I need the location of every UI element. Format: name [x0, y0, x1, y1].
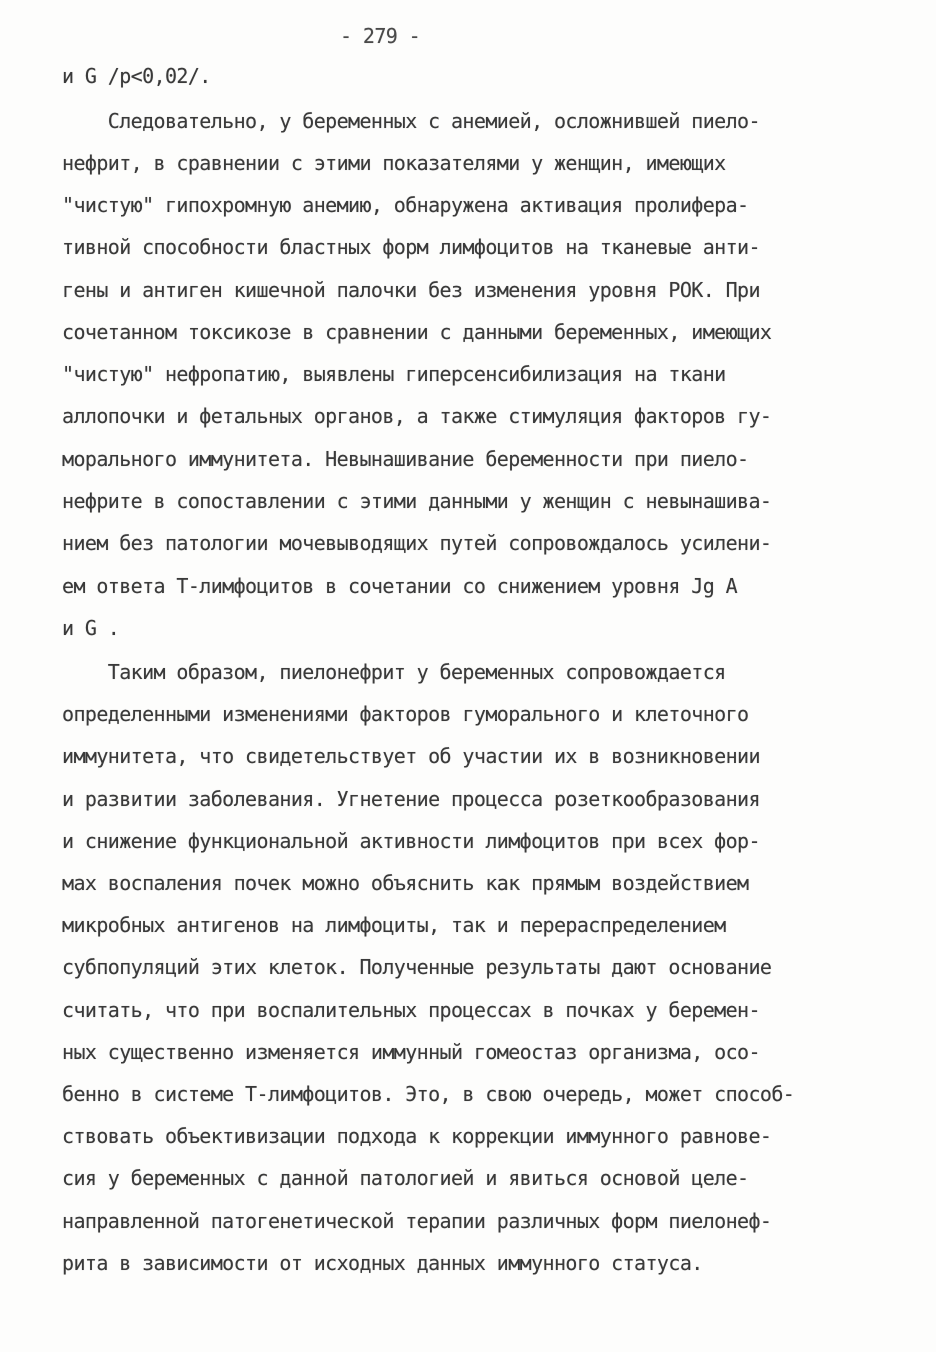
text-line-5: тивной способности бластных форм лимфоцитов на тканевые анти- [62, 235, 760, 259]
text-line-21: микробных антигенов на лимфоциты, так и перераспределением [62, 913, 726, 937]
text-line-19: и снижение функциональной активности лимфоцитов при всех фор- [62, 829, 760, 853]
text-line-2: Следовательно, у беременных с анемией, осложнившей пиело- [62, 109, 760, 133]
text-line-17: иммунитета, что свидетельствует об участии их в возникновении [62, 744, 760, 768]
text-line-26: ствовать объективизации подхода к коррекции иммунного равнове- [62, 1124, 772, 1148]
text-line-1: и G /р<0,02/. [62, 64, 211, 88]
text-line-23: считать, что при воспалительных процессах в почках у беремен- [62, 998, 760, 1022]
text-line-25: бенно в системе Т-лимфоцитов. Это, в свою очередь, может способ- [62, 1082, 795, 1106]
page-number: - 279 - [340, 24, 421, 48]
text-line-10: морального иммунитета. Невынашивание беременности при пиело- [62, 447, 749, 471]
text-line-9: аллопочки и фетальных органов, а также стимуляция факторов гу- [62, 404, 772, 428]
text-line-7: сочетанном токсикозе в сравнении с данными беременных, имеющих [62, 320, 772, 344]
text-line-3: нефрит, в сравнении с этими показателями у женщин, имеющих [62, 151, 726, 175]
text-line-29: рита в зависимости от исходных данных иммунного статуса. [62, 1251, 703, 1275]
text-line-4: "чистую" гипохромную анемию, обнаружена активация пролифера- [62, 193, 749, 217]
text-line-11: нефрите в сопоставлении с этими данными у женщин с невынашива- [62, 489, 772, 513]
text-line-27: сия у беременных с данной патологией и явиться основой целе- [62, 1166, 749, 1190]
text-line-20: мах воспаления почек можно объяснить как прямым воздействием [62, 871, 749, 895]
text-line-13: ем ответа Т-лимфоцитов в сочетании со снижением уровня Jg А [62, 574, 738, 598]
text-line-15: Таким образом, пиелонефрит у беременных сопровождается [62, 660, 726, 684]
text-line-22: субпопуляций этих клеток. Полученные результаты дают основание [62, 955, 772, 979]
text-line-24: ных существенно изменяется иммунный гомеостаз организма, осо- [62, 1040, 760, 1064]
text-line-16: определенными изменениями факторов гуморального и клеточного [62, 702, 749, 726]
text-line-28: направленной патогенетической терапии различных форм пиелонеф- [62, 1209, 772, 1233]
text-line-6: гены и антиген кишечной палочки без изменения уровня РОК. При [62, 278, 760, 302]
text-line-14: и G . [62, 616, 120, 640]
text-line-18: и развитии заболевания. Угнетение процесса розеткообразования [62, 787, 760, 811]
text-line-12: нием без патологии мочевыводящих путей сопровождалось усилени- [62, 531, 772, 555]
text-line-8: "чистую" нефропатию, выявлены гиперсенсибилизация на ткани [62, 362, 726, 386]
